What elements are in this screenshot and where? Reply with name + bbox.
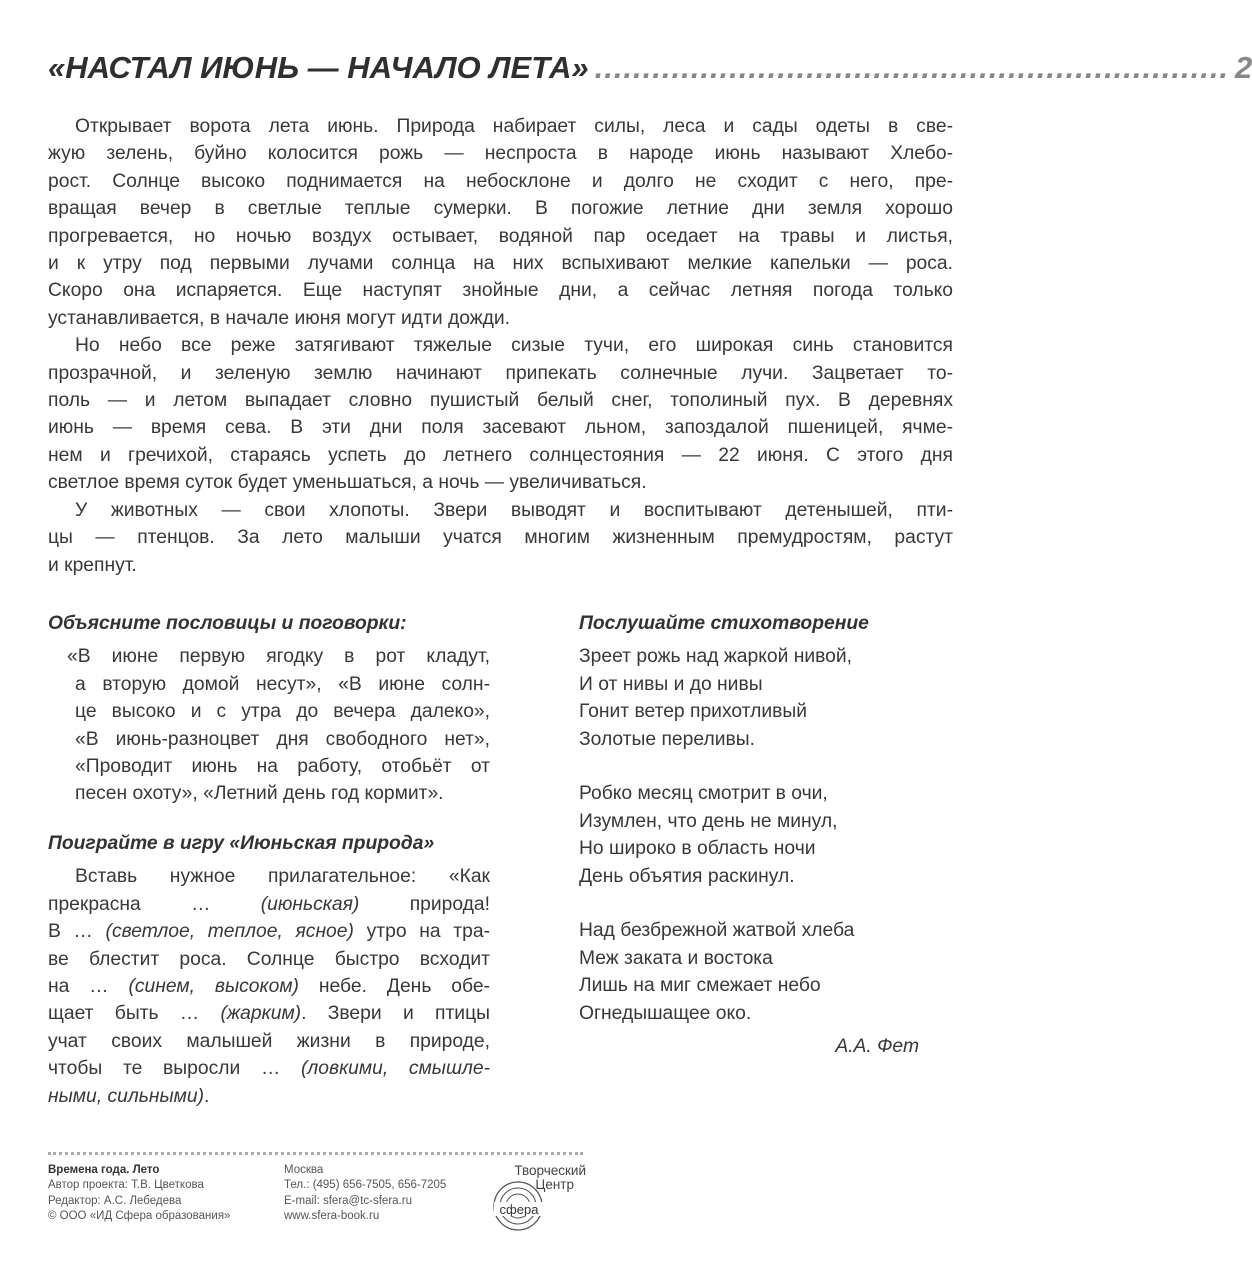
poem-line: Гонит ветер прихотливый — [579, 701, 807, 723]
game-line: на … (синем, высоком) небе. День обе- — [48, 976, 490, 998]
paragraph-line: Но небо все реже затягивают тяжелые сизые тучи, его широкая синь становится — [75, 335, 953, 357]
paragraph-line: нем и гречихой, стараясь успеть до летнего солнцестояния — 22 июня. С этого дня — [48, 444, 953, 466]
sfera-logo — [488, 1162, 588, 1232]
poem-line: И от нивы и до нивы — [579, 673, 763, 695]
game-line: щает быть … (жарким). Звери и птицы — [48, 1003, 490, 1025]
game-line: чтобы те выросли … (ловкими, смышле- — [48, 1058, 490, 1080]
proverb-line: а вторую домой несут», «В июне солн- — [75, 673, 490, 695]
proverbs-section — [48, 610, 490, 808]
footer-divider — [48, 1152, 583, 1155]
logo-text-1: Творческий — [514, 1163, 586, 1178]
title-text: «НАСТАЛ ИЮНЬ — НАЧАЛО ЛЕТА» — [48, 50, 589, 85]
proverb-line: це высоко и с утра до вечера далеко», — [75, 701, 490, 723]
paragraph-line: жую зелень, буйно колосится рожь — неспроста в народе июнь называют Хлебо- — [48, 143, 953, 165]
poem-line: Изумлен, что день не минул, — [579, 810, 838, 832]
proverb-line: «В июнь-разноцвет дня свободного нет», — [75, 728, 490, 750]
paragraph-line: и крепнут. — [48, 554, 137, 576]
paragraph-line: Открывает ворота лета июнь. Природа набирает силы, леса и сады одеты в све- — [75, 116, 953, 137]
paragraph-line: устанавливается, в начале июня могут идти дожди. — [48, 307, 511, 329]
proverb-line: «В июне первую ягодку в рот кладут, — [67, 646, 490, 668]
project-author: Автор проекта: Т.В. Цветкова — [48, 1179, 204, 1192]
paragraph-line: и к утру под первыми лучами солнца на них вспыхивают мелкие капельки — роса. — [48, 253, 953, 275]
poem-line: День объятия раскинул. — [579, 865, 795, 887]
paragraph-line: прозрачной, и зеленую землю начинают припекать солнечные лучи. Зацветает то- — [48, 362, 953, 384]
footer-credits — [48, 1163, 230, 1224]
paragraph-line: вращая вечер в светлые теплые сумерки. В погожие летние дни земля хорошо — [48, 198, 953, 220]
proverbs-heading: Объясните пословицы и поговорки: — [48, 613, 407, 634]
poem-line: Золотые переливы. — [579, 728, 755, 750]
game-line: прекрасна … (июньская) природа! — [48, 893, 490, 915]
poem-line: Робко месяц смотрит в очи, — [579, 783, 828, 805]
phone: Тел.: (495) 656-7505, 656-7205 — [284, 1179, 447, 1192]
logo-text-2: Центр — [535, 1177, 574, 1192]
game-line: учат своих малышей жизни в природе, — [48, 1030, 490, 1052]
paragraph-line: Скоро она испаряется. Еще наступят знойные дни, а сейчас летняя погода только — [48, 280, 953, 302]
poem-line: Лишь на миг смежает небо — [579, 975, 821, 997]
poem-line: Огнедышащее око. — [579, 1002, 752, 1024]
paragraph-line: июнь — время сева. В эти дни поля засевают льном, запоздалой пшеницей, ячме- — [48, 417, 953, 439]
game-line: ными, сильными). — [48, 1085, 210, 1107]
poem-line: Но широко в область ночи — [579, 838, 816, 860]
logo-text-3: сфера — [499, 1202, 539, 1217]
page-title — [48, 50, 1252, 90]
email-link[interactable]: E-mail: sfera@tc-sfera.ru — [284, 1194, 412, 1207]
proverb-line: «Проводит июнь на работу, отобьёт от — [75, 756, 490, 778]
copyright: © ООО «ИД Сфера образования» — [48, 1209, 231, 1222]
website-link[interactable]: www.sfera-book.ru — [284, 1209, 380, 1222]
city: Москва — [284, 1164, 324, 1176]
paragraph-line: поль — и летом выпадает словно пушистый белый снег, тополиный пух. В деревнях — [48, 390, 953, 412]
poem-section — [579, 610, 919, 1060]
proverb-line: песен охоту», «Летний день год кормит». — [75, 783, 444, 805]
game-line: Вставь нужное прилагательное: «Как — [75, 866, 490, 888]
paragraph-line: рост. Солнце высоко поднимается на небосклоне и долго не сходит с него, пре- — [48, 170, 953, 192]
editor: Редактор: А.С. Лебедева — [48, 1194, 182, 1207]
poem-author: А.А. Фет — [835, 1036, 919, 1058]
poem-line: Меж заката и востока — [579, 947, 773, 969]
poem-line: Над безбрежной жатвой хлеба — [579, 920, 855, 942]
paragraph-line: цы — птенцов. За лето малыши учатся многим жизненным премудростям, растут — [48, 527, 953, 549]
paragraph-line: У животных — свои хлопоты. Звери выводят и воспитывают детенышей, пти- — [75, 499, 953, 521]
main-text — [48, 113, 953, 579]
book-title: Времена года. Лето — [48, 1164, 160, 1176]
game-line: В … (светлое, теплое, ясное) утро на тра- — [48, 921, 491, 943]
paragraph-line: светлое время суток будет уменьшаться, а ночь — увеличиваться. — [48, 472, 647, 494]
game-line: ве блестит роса. Солнце быстро всходит — [48, 948, 490, 970]
title-dots: .................................................................. — [594, 50, 1230, 85]
page-number: 2 — [1235, 50, 1252, 85]
footer-contacts — [284, 1163, 446, 1224]
paragraph-line: прогревается, но ночью воздух остывает, водяной пар оседает на травы и листья, — [48, 225, 953, 247]
game-heading: Поиграйте в игру «Июньская природа» — [48, 833, 435, 854]
poem-line: Зреет рожь над жаркой нивой, — [579, 646, 853, 668]
poem-heading: Послушайте стихотворение — [579, 613, 869, 634]
game-section — [48, 830, 490, 1110]
